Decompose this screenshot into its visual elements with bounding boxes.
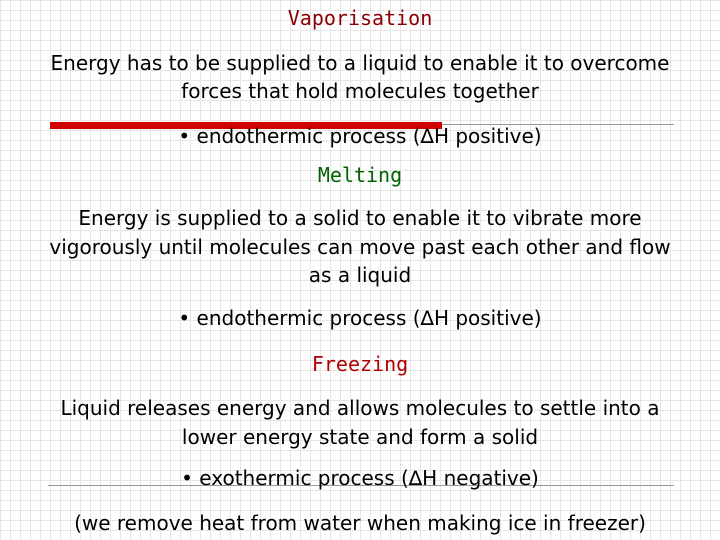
- vaporisation-bullet: • endothermic process (∆H positive): [178, 124, 542, 148]
- melting-title: Melting: [317, 163, 403, 187]
- vaporisation-text-line-2: forces that hold molecules together: [181, 79, 539, 103]
- freezing-text-line-2: lower energy state and form a solid: [181, 425, 539, 449]
- freezing-title: Freezing: [311, 352, 409, 376]
- vaporisation-title: Vaporisation: [287, 6, 433, 30]
- vaporisation-text-line-1: Energy has to be supplied to a liquid to enable it to overcome: [50, 51, 670, 75]
- melting-text-line-1: Energy is supplied to a solid to enable it to vibrate more: [78, 206, 642, 230]
- freezing-text-line-1: Liquid releases energy and allows molecules to settle into a: [60, 396, 660, 420]
- freezing-bullet: • exothermic process (∆H negative): [181, 466, 539, 490]
- melting-bullet: • endothermic process (∆H positive): [178, 306, 542, 330]
- melting-text-line-3: as a liquid: [308, 263, 412, 287]
- melting-text-line-2: vigorously until molecules can move past each other and flow: [49, 235, 671, 259]
- freezing-note: (we remove heat from water when making ice in freezer): [74, 511, 646, 535]
